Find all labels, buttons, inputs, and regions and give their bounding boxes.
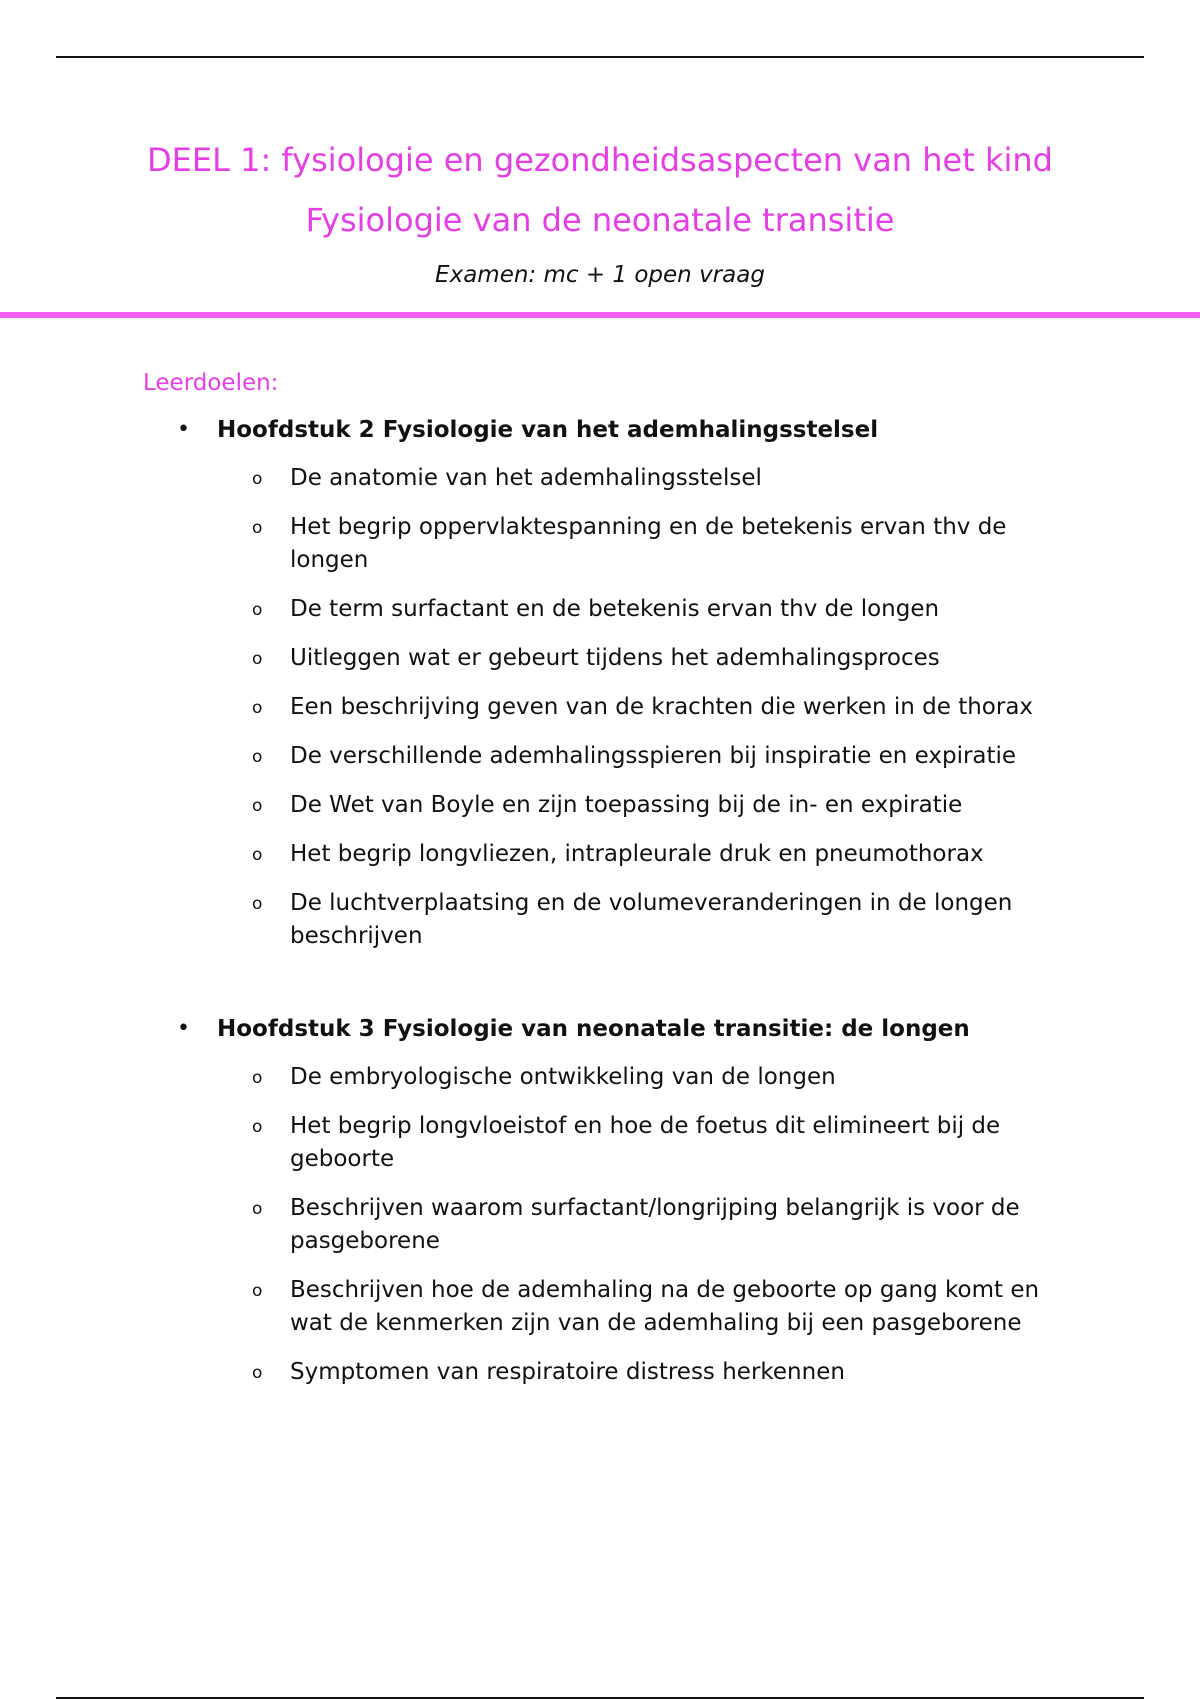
chapter-heading: Hoofdstuk 3 Fysiologie van neonatale transitie: de longen: [217, 1016, 970, 1042]
title-block: [0, 138, 1200, 290]
goal-text: Een beschrijving geven van de krachten die werken in de thorax: [290, 694, 1034, 720]
document-title: DEEL 1: fysiologie en gezondheidsaspecten van het kind: [147, 141, 1053, 179]
learning-goals-section: [143, 368, 1063, 1389]
goal-item: [217, 511, 1063, 577]
goal-text: Uitleggen wat er gebeurt tijdens het ademhalingsproces: [290, 645, 940, 671]
circle-bullet-icon: o: [252, 469, 263, 489]
circle-bullet-icon: o: [252, 1281, 263, 1301]
circle-bullet-icon: o: [252, 518, 263, 538]
circle-bullet-icon: o: [252, 894, 263, 914]
circle-bullet-icon: o: [252, 1199, 263, 1219]
goal-item: [217, 1192, 1063, 1258]
exam-info: Examen: mc + 1 open vraag: [435, 262, 765, 288]
goal-item: [217, 838, 1063, 871]
bottom-rule: [56, 1697, 1144, 1699]
circle-bullet-icon: o: [252, 1363, 263, 1383]
goal-item: [217, 593, 1063, 626]
goal-text: De term surfactant en de betekenis ervan thv de longen: [290, 596, 940, 622]
goal-text: De Wet van Boyle en zijn toepassing bij de in- en expiratie: [290, 792, 963, 818]
chapter-heading: Hoofdstuk 2 Fysiologie van het ademhalingsstelsel: [217, 417, 879, 443]
goal-item: [217, 740, 1063, 773]
circle-bullet-icon: o: [252, 1068, 263, 1088]
bullet-icon: •: [177, 1016, 190, 1041]
section-label: Leerdoelen:: [143, 370, 279, 396]
goal-text: De anatomie van het ademhalingsstelsel: [290, 465, 762, 491]
goal-text: De verschillende ademhalingsspieren bij inspiratie en expiratie: [290, 743, 1017, 769]
goal-item: [217, 642, 1063, 675]
title-divider: [0, 312, 1200, 318]
circle-bullet-icon: o: [252, 698, 263, 718]
goal-text: De luchtverplaatsing en de volumeveranderingen in de longen beschrijven: [290, 890, 1013, 949]
goal-text: Het begrip longvliezen, intrapleurale druk en pneumothorax: [290, 841, 984, 867]
goal-text: Beschrijven hoe de ademhaling na de geboorte op gang komt en wat de kenmerken zijn van de ademhaling bij een pasgeborene: [290, 1277, 1040, 1336]
goal-item: [217, 887, 1063, 953]
goal-item: [217, 1274, 1063, 1340]
document-subtitle: Fysiologie van de neonatale transitie: [305, 201, 895, 239]
goal-item: [217, 462, 1063, 495]
goal-item: [217, 789, 1063, 822]
top-rule: [56, 56, 1144, 58]
goal-list: [217, 1061, 1063, 1389]
goal-list: [217, 462, 1063, 953]
chapter-item: [143, 414, 1063, 953]
goal-text: De embryologische ontwikkeling van de longen: [290, 1064, 836, 1090]
chapter-list: [143, 414, 1063, 1389]
circle-bullet-icon: o: [252, 747, 263, 767]
circle-bullet-icon: o: [252, 600, 263, 620]
goal-item: [217, 691, 1063, 724]
goal-text: Het begrip longvloeistof en hoe de foetus dit elimineert bij de geboorte: [290, 1113, 1001, 1172]
chapter-item: [143, 1013, 1063, 1389]
goal-item: [217, 1061, 1063, 1094]
goal-item: [217, 1356, 1063, 1389]
goal-text: Symptomen van respiratoire distress herkennen: [290, 1359, 845, 1385]
goal-text: Het begrip oppervlaktespanning en de betekenis ervan thv de longen: [290, 514, 1007, 573]
bullet-icon: •: [177, 417, 190, 442]
goal-item: [217, 1110, 1063, 1176]
circle-bullet-icon: o: [252, 649, 263, 669]
goal-text: Beschrijven waarom surfactant/longrijping belangrijk is voor de pasgeborene: [290, 1195, 1020, 1254]
circle-bullet-icon: o: [252, 796, 263, 816]
circle-bullet-icon: o: [252, 845, 263, 865]
circle-bullet-icon: o: [252, 1117, 263, 1137]
